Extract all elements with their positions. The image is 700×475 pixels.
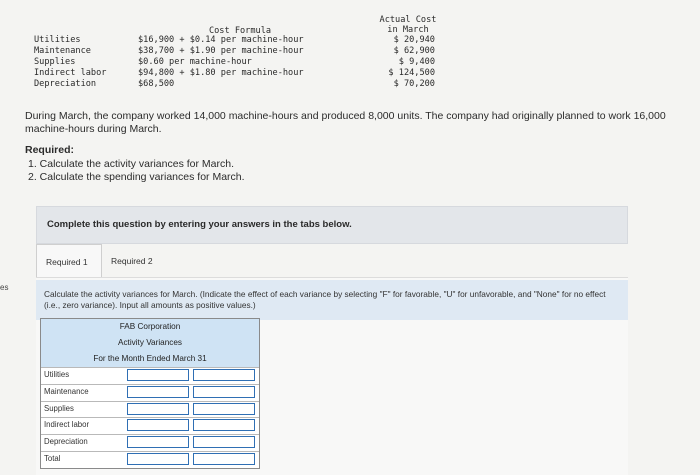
table-row (41, 367, 259, 384)
actual-cost-header: Actual Cost in March (379, 15, 437, 35)
cost-row-formula: $16,900 + $0.14 per machine-hour (138, 35, 304, 45)
activity-variances-table (40, 318, 260, 469)
required-heading: Required: (25, 144, 75, 156)
report-header (41, 319, 259, 367)
table-row (41, 401, 259, 418)
report-title: Activity Variances (117, 338, 182, 347)
cost-row-actual: $ 62,900 (393, 46, 435, 56)
table-row-total (41, 451, 259, 468)
cost-row (0, 46, 700, 57)
row-label: Indirect labor (44, 420, 90, 430)
variance-amount-input[interactable] (127, 436, 189, 448)
variance-amount-input[interactable] (127, 369, 189, 381)
cost-row-name: Depreciation (34, 79, 97, 89)
variance-amount-input[interactable] (127, 403, 189, 415)
banner-text: Complete this question by entering your answers in the tabs below. (47, 219, 352, 230)
cost-row-actual: $ 70,200 (393, 79, 435, 89)
variance-amount-input[interactable] (127, 419, 189, 431)
problem-description: During March, the company worked 14,000 machine-hours and produced 8,000 units. The company had originally planned to work 16,000 machine-hours during March. (25, 110, 666, 135)
report-period: For the Month Ended March 31 (93, 354, 207, 363)
cost-row-actual: $ 9,400 (398, 57, 435, 67)
variance-effect-select[interactable] (193, 436, 255, 448)
total-effect-select[interactable] (193, 453, 255, 465)
cost-row-name: Utilities (34, 35, 81, 45)
required-item: 2. Calculate the spending variances for March. (28, 171, 245, 183)
cost-row (0, 57, 700, 68)
cost-row-formula: $0.60 per machine-hour (138, 57, 252, 67)
variance-effect-select[interactable] (193, 386, 255, 398)
table-row (41, 434, 259, 451)
instructions-banner (36, 206, 628, 244)
cost-row-name: Indirect labor (34, 68, 107, 78)
cost-row (0, 35, 700, 46)
cost-row-actual: $ 20,940 (393, 35, 435, 45)
table-row (41, 417, 259, 434)
required-item: 1. Calculate the activity variances for March. (28, 158, 235, 170)
cost-row-name: Supplies (34, 57, 76, 67)
variance-amount-input[interactable] (127, 386, 189, 398)
side-mark: es (0, 283, 9, 292)
cost-row-formula: $94,800 + $1.80 per machine-hour (138, 68, 304, 78)
row-label: Total (44, 453, 61, 463)
cost-row-name: Maintenance (34, 46, 91, 56)
report-company: FAB Corporation (119, 322, 181, 331)
total-amount-input[interactable] (127, 453, 189, 465)
table-row (41, 384, 259, 401)
cost-row-formula: $68,500 (138, 79, 175, 89)
row-label: Depreciation (44, 437, 88, 447)
variance-effect-select[interactable] (193, 419, 255, 431)
cost-formula-header: Cost Formula (208, 26, 272, 36)
cost-row (0, 68, 700, 79)
row-label: Supplies (44, 403, 74, 413)
variance-effect-select[interactable] (193, 369, 255, 381)
cost-row (0, 79, 700, 90)
variance-effect-select[interactable] (193, 403, 255, 415)
row-label: Utilities (44, 370, 70, 379)
cost-formula-table (0, 0, 700, 100)
row-label: Maintenance (44, 386, 89, 396)
cost-row-formula: $38,700 + $1.90 per machine-hour (138, 46, 304, 56)
cost-row-actual: $ 124,500 (388, 68, 435, 78)
tab-required-1[interactable]: Required 1 (36, 244, 102, 277)
tab-required-2[interactable]: Required 2 (111, 256, 153, 266)
tab-instructions: Calculate the activity variances for March. (Indicate the effect of each variance by selecting "F" for favorable, "U" for unfavorable, and "None" for no effect (i.e., zero variance). Input all amounts as positive values.) (36, 280, 628, 320)
